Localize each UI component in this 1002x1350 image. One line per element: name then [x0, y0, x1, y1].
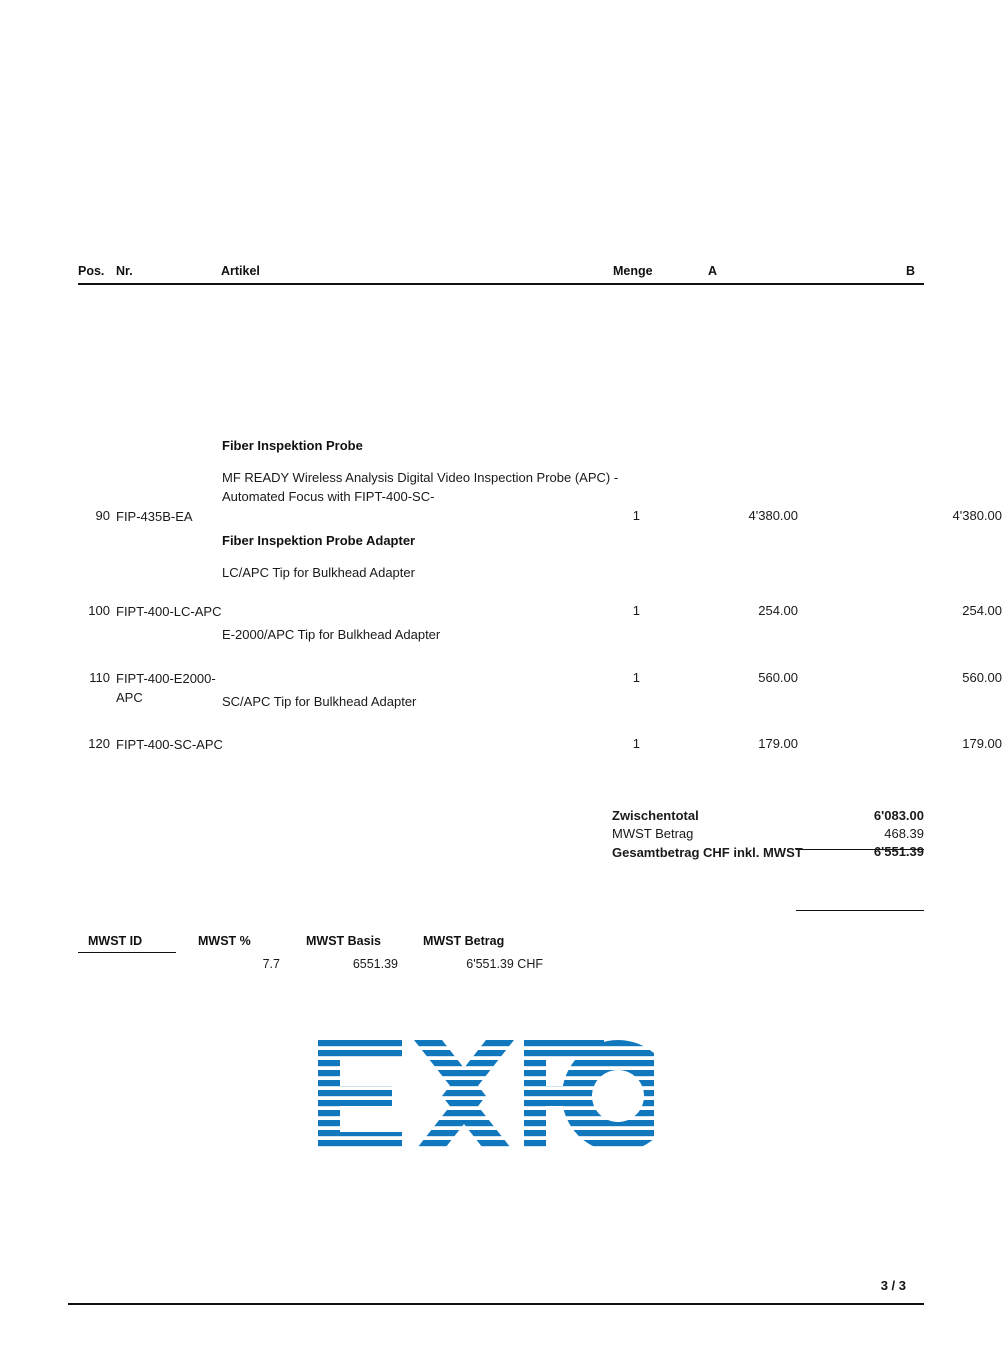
item-description-text: E-2000/APC Tip for Bulkhead Adapter [222, 627, 441, 642]
column-header-pos: Pos. [78, 264, 105, 278]
vat-header-basis: MWST Basis [306, 934, 382, 948]
row-b: 560.00 [962, 670, 1002, 685]
vat-header-id: MWST ID [88, 934, 143, 948]
row-pos: 100 [88, 603, 110, 618]
exfo-logo [318, 1040, 654, 1152]
row-menge: 1 [632, 736, 640, 751]
row-b: 4'380.00 [952, 508, 1002, 523]
row-pos: 90 [95, 508, 110, 523]
row-a: 179.00 [758, 736, 798, 751]
grand-total-label: Gesamtbetrag CHF inkl. MWST [612, 845, 803, 860]
column-header-a: A [708, 264, 718, 278]
item-description-title: Fiber Inspektion Probe [222, 438, 363, 453]
item-description-text: SC/APC Tip for Bulkhead Adapter [222, 694, 417, 709]
totals-row-vat [612, 826, 924, 844]
item-description-text: MF READY Wireless Analysis Digital Video Inspection Probe (APC) - Automated Focus with FIPT-400-SC- [222, 469, 619, 504]
vat-cell-amount: 6'551.39 CHF [466, 957, 543, 971]
vat-label: MWST Betrag [612, 826, 694, 841]
column-header-artikel: Artikel [221, 264, 260, 278]
vat-table-row [78, 957, 548, 977]
row-a: 254.00 [758, 603, 798, 618]
row-nr: FIPT-400-E2000-APC [116, 671, 216, 705]
item-description-3 [222, 625, 642, 645]
page-number: 3 / 3 [880, 1278, 906, 1293]
totals-row-subtotal [612, 808, 924, 826]
item-description-2 [222, 531, 642, 582]
footer-divider [68, 1303, 924, 1305]
item-description-1 [222, 436, 642, 507]
grand-total-value: 6'551.39 [873, 844, 924, 859]
subtotal-label: Zwischentotal [612, 808, 699, 823]
row-menge: 1 [632, 603, 640, 618]
vat-table-header [78, 934, 548, 953]
column-header-b: B [906, 264, 916, 278]
row-menge: 1 [632, 670, 640, 685]
item-description-text: LC/APC Tip for Bulkhead Adapter [222, 564, 415, 580]
row-nr: FIPT-400-SC-APC [116, 737, 223, 752]
row-nr: FIP-435B-EA [116, 509, 193, 524]
row-menge: 1 [632, 508, 640, 523]
row-nr: FIPT-400-LC-APC [116, 604, 222, 619]
vat-summary-table [78, 934, 548, 977]
totals-block [612, 808, 924, 860]
row-b: 254.00 [962, 603, 1002, 618]
row-a: 4'380.00 [748, 508, 798, 523]
column-header-menge: Menge [613, 264, 653, 278]
vat-header-amount: MWST Betrag [423, 934, 505, 948]
header-divider [78, 283, 924, 285]
row-a: 560.00 [758, 670, 798, 685]
vat-value: 468.39 [884, 826, 924, 841]
row-pos: 120 [88, 736, 110, 751]
totals-divider-bottom [796, 910, 924, 911]
row-b: 179.00 [962, 736, 1002, 751]
vat-cell-percent: 7.7 [262, 957, 280, 971]
vat-header-percent: MWST % [198, 934, 251, 948]
item-description-title: Fiber Inspektion Probe Adapter [222, 533, 416, 548]
item-description-4 [222, 692, 642, 712]
vat-cell-basis: 6551.39 [352, 957, 398, 971]
vat-header-divider [78, 952, 176, 953]
row-pos: 110 [89, 670, 110, 685]
subtotal-value: 6'083.00 [873, 808, 924, 823]
column-header-nr: Nr. [116, 264, 133, 278]
